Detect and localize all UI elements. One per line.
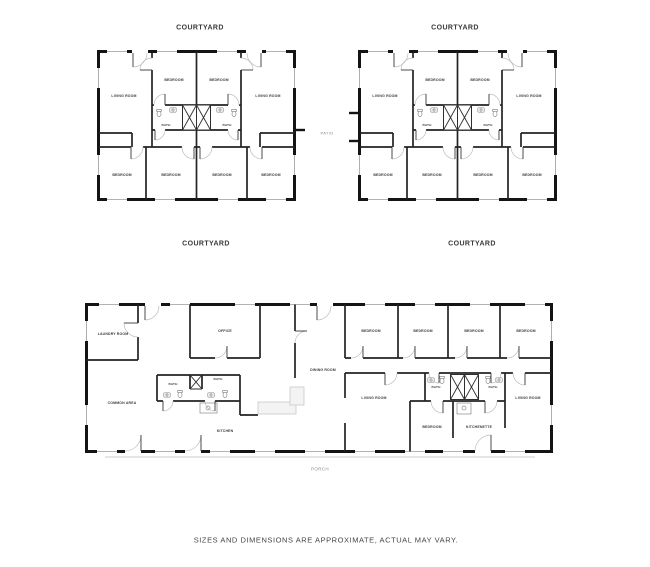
room-label-living-room: LIVING ROOM [111,94,137,98]
room-label-living-room: LIVING ROOM [372,94,398,98]
courtyard-label-top-left: COURTYARD [176,24,224,32]
room-label-bath: BATH [213,377,223,381]
courtyard-label-top-right: COURTYARD [431,24,479,32]
room-label-bedroom: BEDROOM [413,329,433,333]
patio-wall-stubs [296,113,358,141]
room-label-bedroom: BEDROOM [516,329,536,333]
room-label-bedroom: BEDROOM [422,425,442,429]
room-label-bedroom: BEDROOM [209,78,229,82]
room-label-dining-room: DINING ROOM [310,368,336,372]
room-label-bedroom: BEDROOM [261,173,281,177]
room-label-bedroom: BEDROOM [464,329,484,333]
building-top-right-floorplan [357,49,558,202]
room-label-bath: BATH [168,382,178,386]
room-label-common-area: COMMON AREA [107,401,137,405]
room-label-bath: BATH [431,385,441,389]
room-label-kitchenette: KITCHENETTE [465,425,493,429]
porch-label: PORCH [311,466,329,472]
room-label-bedroom: BEDROOM [522,173,542,177]
room-label-bedroom: BEDROOM [470,78,490,82]
room-label-bath: BATH [222,123,232,127]
room-label-bath: BATH [483,123,493,127]
courtyard-label-mid-right: COURTYARD [448,240,496,248]
room-label-bath: BATH [488,385,498,389]
room-label-bedroom: BEDROOM [373,173,393,177]
room-label-bedroom: BEDROOM [161,173,181,177]
room-label-living-room: LIVING ROOM [515,396,541,400]
room-label-bath: BATH [161,123,171,127]
room-label-bedroom: BEDROOM [164,78,184,82]
room-label-bedroom: BEDROOM [361,329,381,333]
patio-label: PATIO [320,130,334,136]
room-label-bedroom: BEDROOM [212,173,232,177]
building-top-left-floorplan [96,49,297,202]
courtyard-label-mid-left: COURTYARD [182,240,230,248]
room-label-living-room: LIVING ROOM [361,396,387,400]
building-bottom-floorplan [84,302,554,454]
disclaimer-caption: SIZES AND DIMENSIONS ARE APPROXIMATE, ACTUAL MAY VARY. [193,535,459,545]
room-label-bedroom: BEDROOM [425,78,445,82]
room-label-living-room: LIVING ROOM [255,94,281,98]
room-label-office: OFFICE [218,329,232,333]
room-label-living-room: LIVING ROOM [516,94,542,98]
room-label-bedroom: BEDROOM [112,173,132,177]
room-label-bedroom: BEDROOM [473,173,493,177]
room-label-bath: BATH [422,123,432,127]
room-label-laundry-room: LAUNDRY ROOM [97,332,129,336]
room-label-bedroom: BEDROOM [422,173,442,177]
room-label-kitchen: KITCHEN [216,429,234,433]
